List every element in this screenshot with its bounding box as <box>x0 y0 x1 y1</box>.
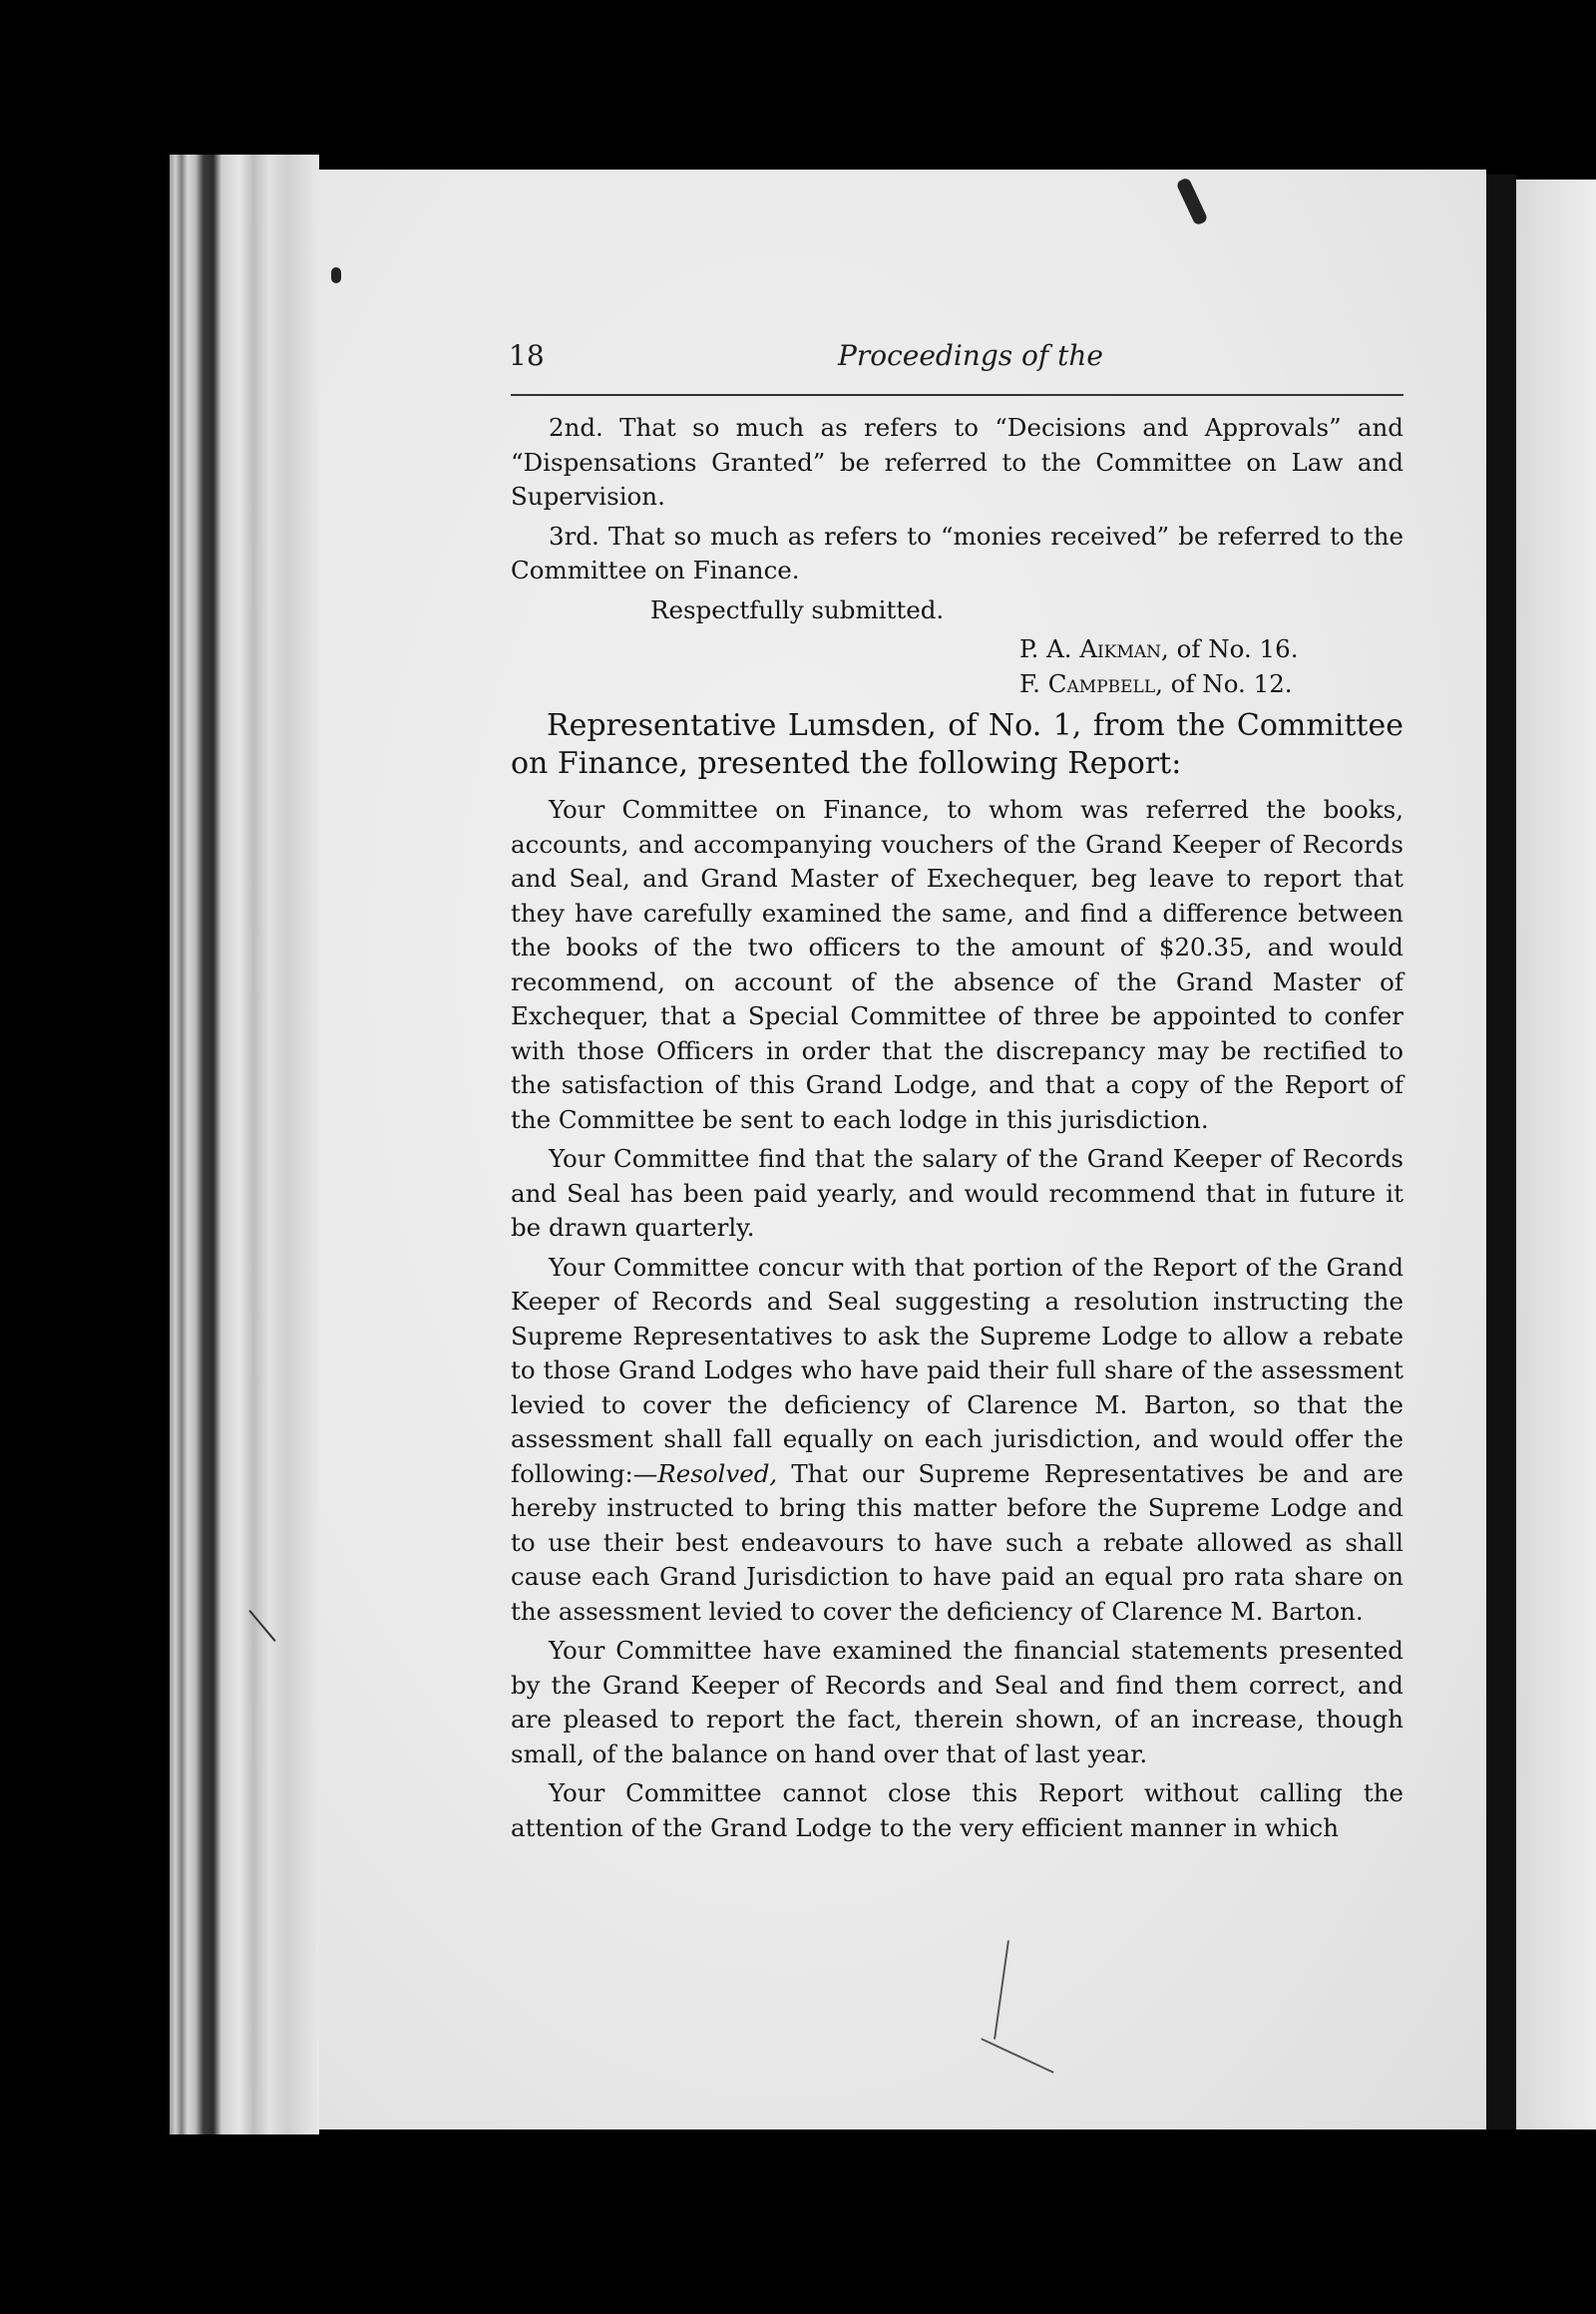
closing-line: Respectfully submitted. <box>650 594 945 624</box>
gutter-shadow <box>1486 175 1516 2129</box>
body-text <box>511 411 1403 1850</box>
paragraph-salary: Your Committee find that the salary of the Grand Keeper of Records and Seal has been paid yearly, and would recommend that in future it be drawn quarterly. <box>511 1144 1403 1242</box>
resolved-word: Resolved, <box>657 1458 778 1488</box>
signature-name: F. Campbell, <box>1019 668 1163 698</box>
paragraph-rebate <box>511 1251 1403 1630</box>
signature-name: P. A. Aikman, <box>1019 634 1169 663</box>
paragraph-2nd: 2nd. That so much as refers to “Decisions and Approvals” and “Dispensations Granted” be referred to the Committee on Law and Supervision. <box>511 413 1403 511</box>
page-number: 18 <box>509 339 545 372</box>
signature-campbell <box>1019 667 1403 702</box>
page-header <box>509 339 1406 379</box>
paragraph-3rd: 3rd. That so much as refers to “monies received” be referred to the Committee on Finance. <box>511 521 1403 584</box>
signature-aikman <box>1019 632 1403 667</box>
scan-speck <box>331 267 341 283</box>
running-title: Proceedings of the <box>838 339 1103 372</box>
facing-page-edge <box>1516 180 1596 2129</box>
signature-lodge: of No. 12. <box>1162 668 1293 698</box>
signature-lodge: of No. 16. <box>1168 634 1299 663</box>
rebate-text: Your Committee concur with that portion of the Report of the Grand Keeper of Records and Seal suggesting a resolution instructing the Supreme Representatives to ask the Supreme Lodge to allow a rebate to those Grand Lodges who have paid their full share of the assessment levied to cover the deficiency of Clarence M. Barton, so that the assessment shall fall equally on each jurisdiction, and would offer the following:— <box>511 1252 1403 1488</box>
header-rule <box>511 394 1403 396</box>
book-page-edges <box>170 155 319 2134</box>
paragraph-books: Your Committee on Finance, to whom was referred the books, accounts, and accompanying vouchers of the Grand Keeper of Records and Seal, and Grand Master of Exechequer, beg leave to report that they have carefully examined the same, and find a difference between the books of the two officers to the amount of $20.35, and would recommend, on account of the absence of the Grand Master of Exchequer, that a Special Committee of three be appointed to confer with those Officers in order that the discrepancy may be rectified to the satisfaction of this Grand Lodge, and that a copy of the Report of the Committee be sent to each lodge in this jurisdiction. <box>511 795 1403 1134</box>
report-introduction: Representative Lumsden, of No. 1, from the Committee on Finance, presented the following Report: <box>511 708 1403 781</box>
resolution-text: That our Supreme Representatives be and are hereby instructed to bring this matter before the Supreme Lodge and to use their best endeavours to have such a rebate allowed as shall cause each Grand Jurisdiction to have paid an equal pro rata share on the assessment levied to cover the deficiency of Clarence M. Barton. <box>511 1458 1403 1626</box>
paragraph-financial: Your Committee have examined the financial statements presented by the Grand Keeper of Records and Seal and find them correct, and are pleased to report the fact, therein shown, of an increase, though small, of the balance on hand over that of last year. <box>511 1636 1403 1768</box>
paragraph-closing: Your Committee cannot close this Report without calling the attention of the Grand Lodge to the very efficient manner in which <box>511 1778 1403 1842</box>
